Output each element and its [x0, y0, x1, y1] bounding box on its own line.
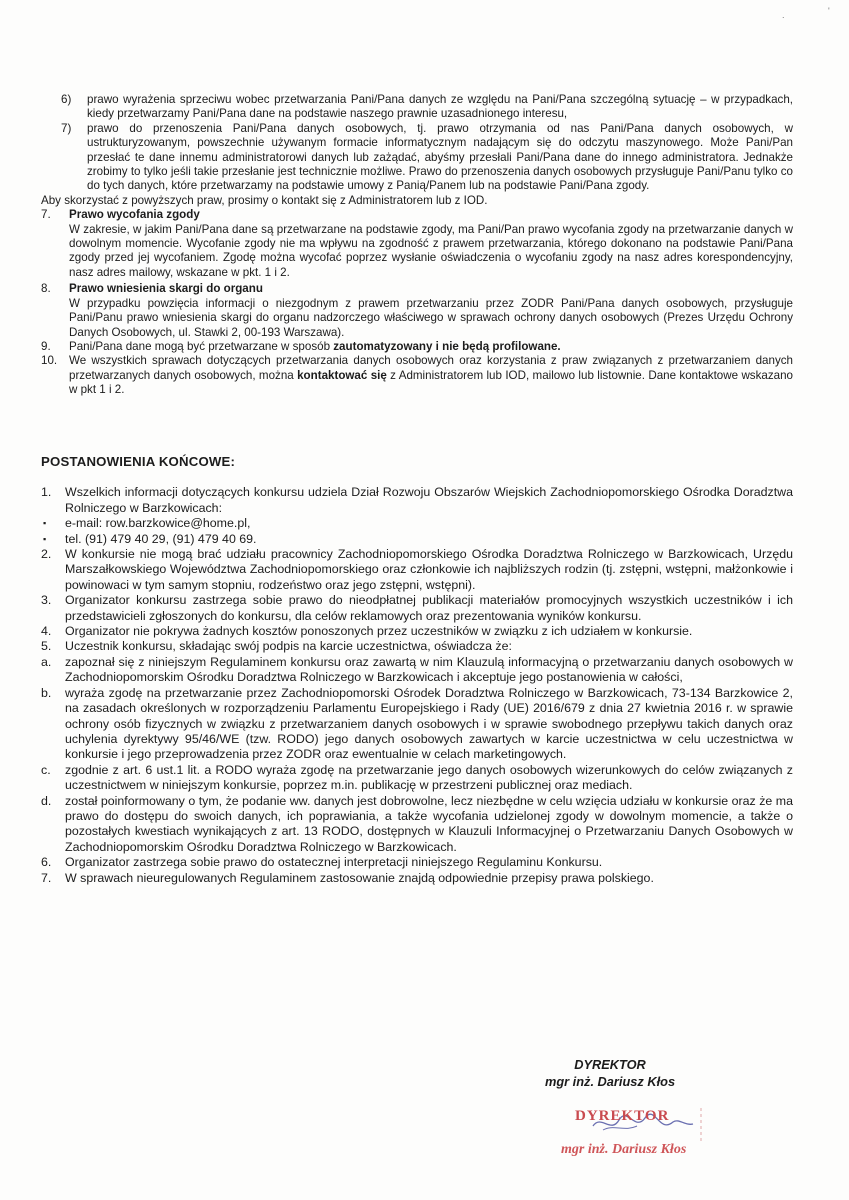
provision-6	[41, 855, 793, 870]
item-number: 1.	[41, 485, 52, 500]
section-text: W przypadku powzięcia informacji o niezgodnym z prawem przetwarzaniu przez ZODR Pani/Pana danych osobowych, przysługuje Pani/Panu prawo wniesienia skargi do organu nadzorczego właściwego w sprawach ochrony danych osobowych (Prezes Urzędu Ochrony Danych Osobowych, ul. Stawki 2, 00-193 Warszawa).	[69, 296, 793, 339]
item-number: 7.	[41, 208, 51, 222]
item-text: zapoznał się z niniejszym Regulaminem konkursu oraz zawartą w nim Klauzulą informacyjną o przetwarzaniu danych osobowych w Zachodniopomorskim Ośrodku Doradztwa Rolniczego w Barzkowicach i akceptuje jego postanowienia w całości,	[65, 654, 793, 685]
provision-5b	[41, 686, 793, 763]
provision-3	[41, 593, 793, 624]
provision-1	[41, 485, 793, 516]
item-text-after: z Administratorem lub IOD, mailowo lub listownie. Dane kontaktowe wskazano w pkt 1 i 2.	[69, 368, 793, 397]
contact-email	[41, 516, 793, 531]
item-number: 4.	[41, 624, 52, 639]
provision-5a	[41, 655, 793, 686]
stamp-edge-mark	[695, 1106, 707, 1146]
item-number: 10.	[41, 354, 58, 368]
section-title: Prawo wniesienia skargi do organu	[69, 282, 263, 296]
section-title: Prawo wycofania zgody	[69, 208, 200, 222]
item-text: Organizator zastrzega sobie prawo do ostatecznej interpretacji niniejszego Regulaminu Konkursu.	[65, 855, 603, 870]
item-number: 6.	[41, 855, 52, 870]
item-text-bold: kontaktować się	[297, 368, 387, 382]
right-item-7	[41, 122, 793, 194]
corner-mark: '	[828, 6, 830, 16]
item-text: Organizator konkursu zastrzega sobie prawo do nieodpłatnej publikacji materiałów promocyjnych wszystkich uczestników i ich przedstawicieli zgłoszonych do konkursu, dla celów reklamowych oraz prezentowania wyników konkursu.	[65, 593, 793, 623]
signature-title: DYREKTOR	[574, 1057, 646, 1072]
contact-phone	[41, 532, 793, 547]
item-letter: d.	[41, 793, 52, 808]
section-automated	[41, 340, 793, 354]
final-provisions-section	[41, 454, 793, 886]
item-number: 6)	[61, 93, 72, 106]
provision-7	[41, 871, 793, 886]
signature-name: mgr inż. Dariusz Kłos	[544, 1074, 676, 1089]
provision-5c	[41, 763, 793, 794]
item-letter: c.	[41, 762, 51, 777]
item-number: 3.	[41, 593, 52, 608]
item-text-bold: zautomatyzowany i nie będą profilowane.	[333, 339, 561, 353]
item-text: wyraża zgodę na przetwarzanie przez Zachodniopomorski Ośrodek Doradztwa Rolniczego w Barzkowicach, 73-134 Barzkowice 2, na zasadach określonych w rozporządzeniu Parlamentu Europejskiego i Rady (UE) 2016/679 z dnia 27 kwietnia 2016 r. w sprawie ochrony osób fizycznych w związku z przetwarzaniem danych osobowych i w sprawie swobodnego przepływu takich danych oraz uchylenia dyrektywy 95/46/WE (tzw. RODO) jego danych osobowych zawartych w karcie uczestnictwa w celu uczestnictwa w konkursie i jego przeprowadzenia przez ZODR oraz ewentualnie w celach marketingowych.	[65, 685, 793, 762]
item-text: prawo do przenoszenia Pani/Pana danych osobowych, tj. prawo otrzymania od nas Pani/Pana danych osobowych, w ustrukturyzowanym, powszechnie używanym formacie informatycznym nadającym się do odczytu maszynowego. Może Pani/Pan przesłać te dane innemu administratorowi danych lub zażądać, abyśmy przesłali Pani/Pana dane do innego administratora. Jednakże zrobimy to tylko jeśli takie przesłanie jest technicznie możliwe. Prawo do przenoszenia danych osobowych przysługuje Pani/Panu tylko co do tych danych, które przetwarzamy na podstawie umowy z Panią/Panem lub na podstawie Pani/Pana zgody.	[87, 121, 793, 193]
item-number: 2.	[41, 547, 52, 562]
director-stamp	[545, 1106, 715, 1176]
phone-text: tel. (91) 479 40 29, (91) 479 40 69.	[65, 531, 257, 546]
item-text: Pani/Pana dane mogą być przetwarzane w sposób	[69, 339, 334, 353]
item-text: zgodnie z art. 6 ust.1 lit. a RODO wyraża zgodę na przetwarzanie jego danych osobowych wizerunkowych do celów związanych z uczestnictwem w niniejszym konkursie, poprzez m.in. publikację w przestrzeni publicznej oraz mediach.	[65, 762, 793, 793]
stamp-name: mgr inż. Dariusz Kłos	[561, 1142, 687, 1157]
contact-note: Aby skorzystać z powyższych praw, prosimy o kontakt się z Administratorem lub z IOD.	[41, 193, 488, 207]
item-letter: b.	[41, 685, 52, 700]
section-heading: POSTANOWIENIA KOŃCOWE:	[41, 454, 236, 469]
stamp-title: DYREKTOR	[575, 1108, 670, 1124]
item-text: Wszelkich informacji dotyczących konkursu udziela Dział Rozwoju Obszarów Wiejskich Zachodniopomorskiego Ośrodka Doradztwa Rolniczego w Barzkowicach:	[65, 485, 793, 515]
item-text: Organizator nie pokrywa żadnych kosztów ponoszonych przez uczestników w związku z ich udziałem w konkursie.	[65, 624, 693, 639]
provision-5	[41, 639, 793, 654]
signature-block	[520, 1056, 700, 1090]
bullet-icon: ▪	[43, 533, 47, 544]
section-text: W zakresie, w jakim Pani/Pana dane są przetwarzane na podstawie zgody, ma Pani/Pan prawo wycofania zgody na przetwarzanie danych w dowolnym momencie. Wycofanie zgody nie ma wpływu na zgodność z prawem przetwarzania, którego dokonano na podstawie Pani/Pana zgody przed jej wycofaniem. Zgodę można wycofać poprzez wysłanie oświadczenia o wycofaniu zgody na nasz adres korespondencyjny, nasz adres mailowy, wskazane w pkt. 1 i 2.	[69, 222, 793, 279]
section-withdraw-consent	[41, 208, 793, 280]
rights-section	[41, 93, 793, 398]
item-number: 8.	[41, 282, 51, 296]
item-text: We wszystkich sprawach dotyczących przetwarzania danych osobowych oraz korzystania z praw związanych z przetwarzaniem danych przetwarzanych danych osobowych, można	[69, 354, 793, 382]
item-number: 5.	[41, 639, 52, 654]
item-text: prawo wyrażenia sprzeciwu wobec przetwarzania Pani/Pana danych ze względu na Pani/Pana szczególną sytuację – w przypadkach, kiedy przetwarzamy Pani/Pana dane na podstawie naszego prawnie uzasadnionego interesu,	[87, 93, 793, 121]
provision-2	[41, 547, 793, 593]
item-letter: a.	[41, 654, 52, 669]
item-text: został poinformowany o tym, że podanie ww. danych jest dobrowolne, lecz niezbędne w celu wzięcia udziału w konkursie oraz że ma prawo do dostępu do swoich danych, ich poprawiania, a także wycofania udzielonej zgody w dowolnym momencie, a także o pozostałych kwestiach wynikających z art. 13 RODO, dostępnych w Klauzuli Informacyjnej o Przetwarzaniu Danych Osobowych w Zachodniopomorskim Ośrodku Doradztwa Rolniczego w Barzkowicach.	[65, 793, 793, 854]
section-contact	[41, 354, 793, 397]
corner-dot: .	[782, 10, 785, 20]
bullet-icon: ▪	[43, 518, 47, 529]
item-text: W konkursie nie mogą brać udziału pracownicy Zachodniopomorskiego Ośrodka Doradztwa Rolniczego w Barzkowicach, Urzędu Marszałkowskiego Województwa Zachodniopomorskiego oraz członkowie ich najbliższych rodzin (tj. zstępni, wstępni, małżonkowie i powinowaci w tym samym stopniu, rodzeństwo oraz jego zstępni, wstępni).	[65, 547, 793, 592]
section-complaint	[41, 282, 793, 340]
item-text: W sprawach nieuregulowanych Regulaminem zastosowanie znajdą odpowiednie przepisy prawa polskiego.	[65, 870, 654, 885]
email-text: e-mail: row.barzkowice@home.pl,	[65, 516, 251, 531]
provision-4	[41, 624, 793, 639]
item-number: 7)	[61, 121, 72, 135]
provision-5d	[41, 794, 793, 856]
item-text: Uczestnik konkursu, składając swój podpis na karcie uczestnictwa, oświadcza że:	[65, 639, 512, 654]
item-number: 9.	[41, 339, 51, 353]
right-item-6	[41, 93, 793, 122]
item-number: 7.	[41, 870, 52, 885]
